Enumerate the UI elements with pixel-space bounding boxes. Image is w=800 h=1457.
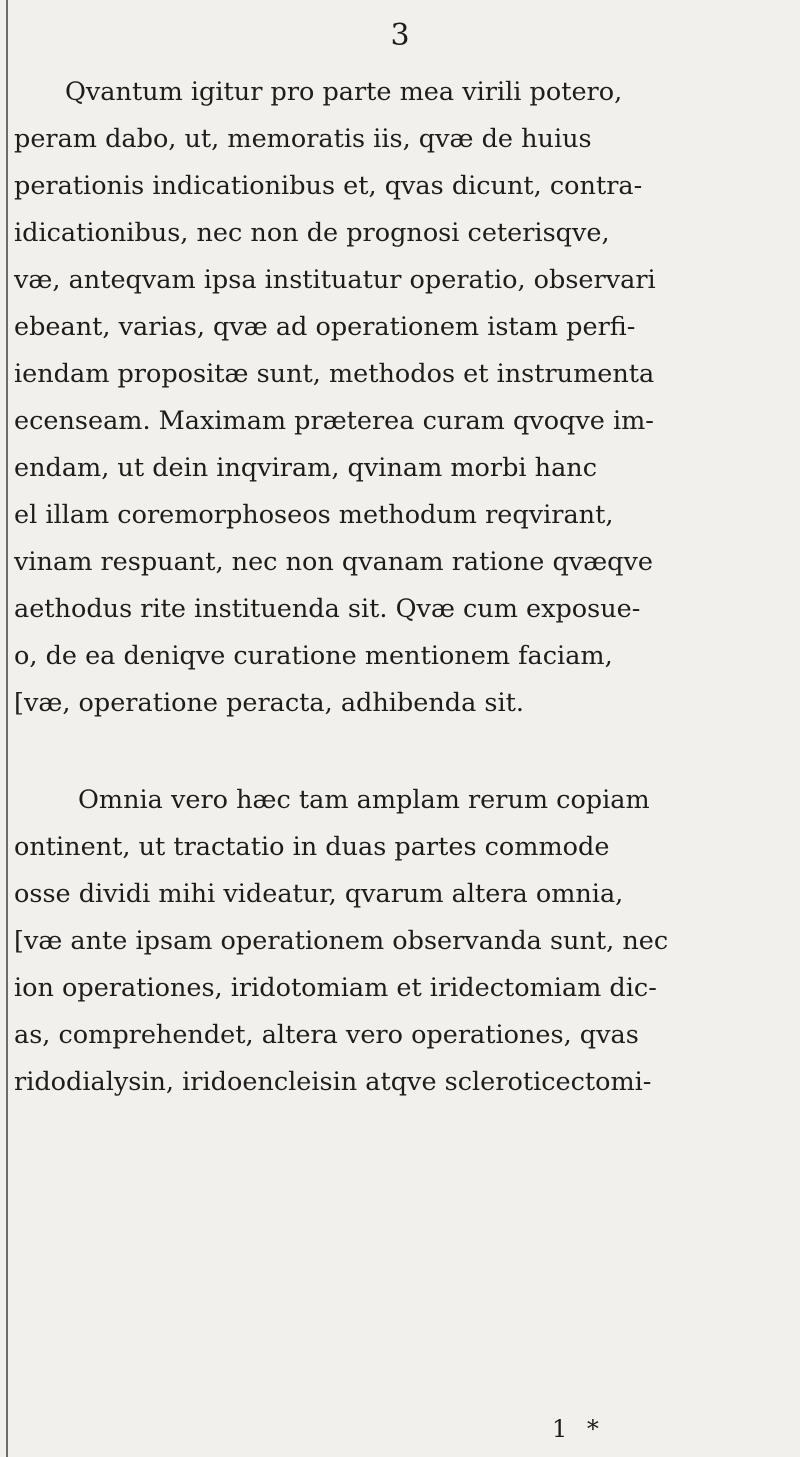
text-line: Qvantum igitur pro parte mea virili potero, [65, 77, 623, 107]
text-line: aethodus rite instituenda sit. Qvæ cum exposue- [14, 594, 641, 624]
text-line: peram dabo, ut, memoratis iis, qvæ de huius [14, 124, 592, 154]
text-line: ridodialysin, iridoencleisin atqve scleroticectomi- [14, 1067, 652, 1097]
text-line: idicationibus, nec non de prognosi ceterisqve, [14, 218, 610, 248]
signature-mark: 1 * [552, 1415, 605, 1443]
text-line: ecenseam. Maximam præterea curam qvoqve im- [14, 406, 654, 436]
binding-edge-line [6, 0, 8, 1457]
text-line: perationis indicationibus et, qvas dicunt, contra- [14, 171, 643, 201]
text-line: [væ, operatione peracta, adhibenda sit. [14, 688, 524, 718]
text-line: ion operationes, iridotomiam et iridectomiam dic- [14, 973, 657, 1003]
text-line: o, de ea deniqve curatione mentionem faciam, [14, 641, 613, 671]
text-line: ontinent, ut tractatio in duas partes commode [14, 832, 610, 862]
text-line: væ, anteqvam ipsa instituatur operatio, observari [14, 265, 656, 295]
text-line: ebeant, varias, qvæ ad operationem istam perfi- [14, 312, 636, 342]
text-line: endam, ut dein inqviram, qvinam morbi hanc [14, 453, 597, 483]
page-number: 3 [390, 18, 410, 53]
text-line: [væ ante ipsam operationem observanda sunt, nec [14, 926, 669, 956]
text-line: as, comprehendet, altera vero operationes, qvas [14, 1020, 639, 1050]
text-line: osse dividi mihi videatur, qvarum altera omnia, [14, 879, 624, 909]
text-line: el illam coremorphoseos methodum reqvirant, [14, 500, 614, 530]
text-line: iendam propositæ sunt, methodos et instrumenta [14, 359, 655, 389]
text-line: Omnia vero hæc tam amplam rerum copiam [78, 785, 650, 815]
text-line: vinam respuant, nec non qvanam ratione qvæqve [14, 547, 654, 577]
